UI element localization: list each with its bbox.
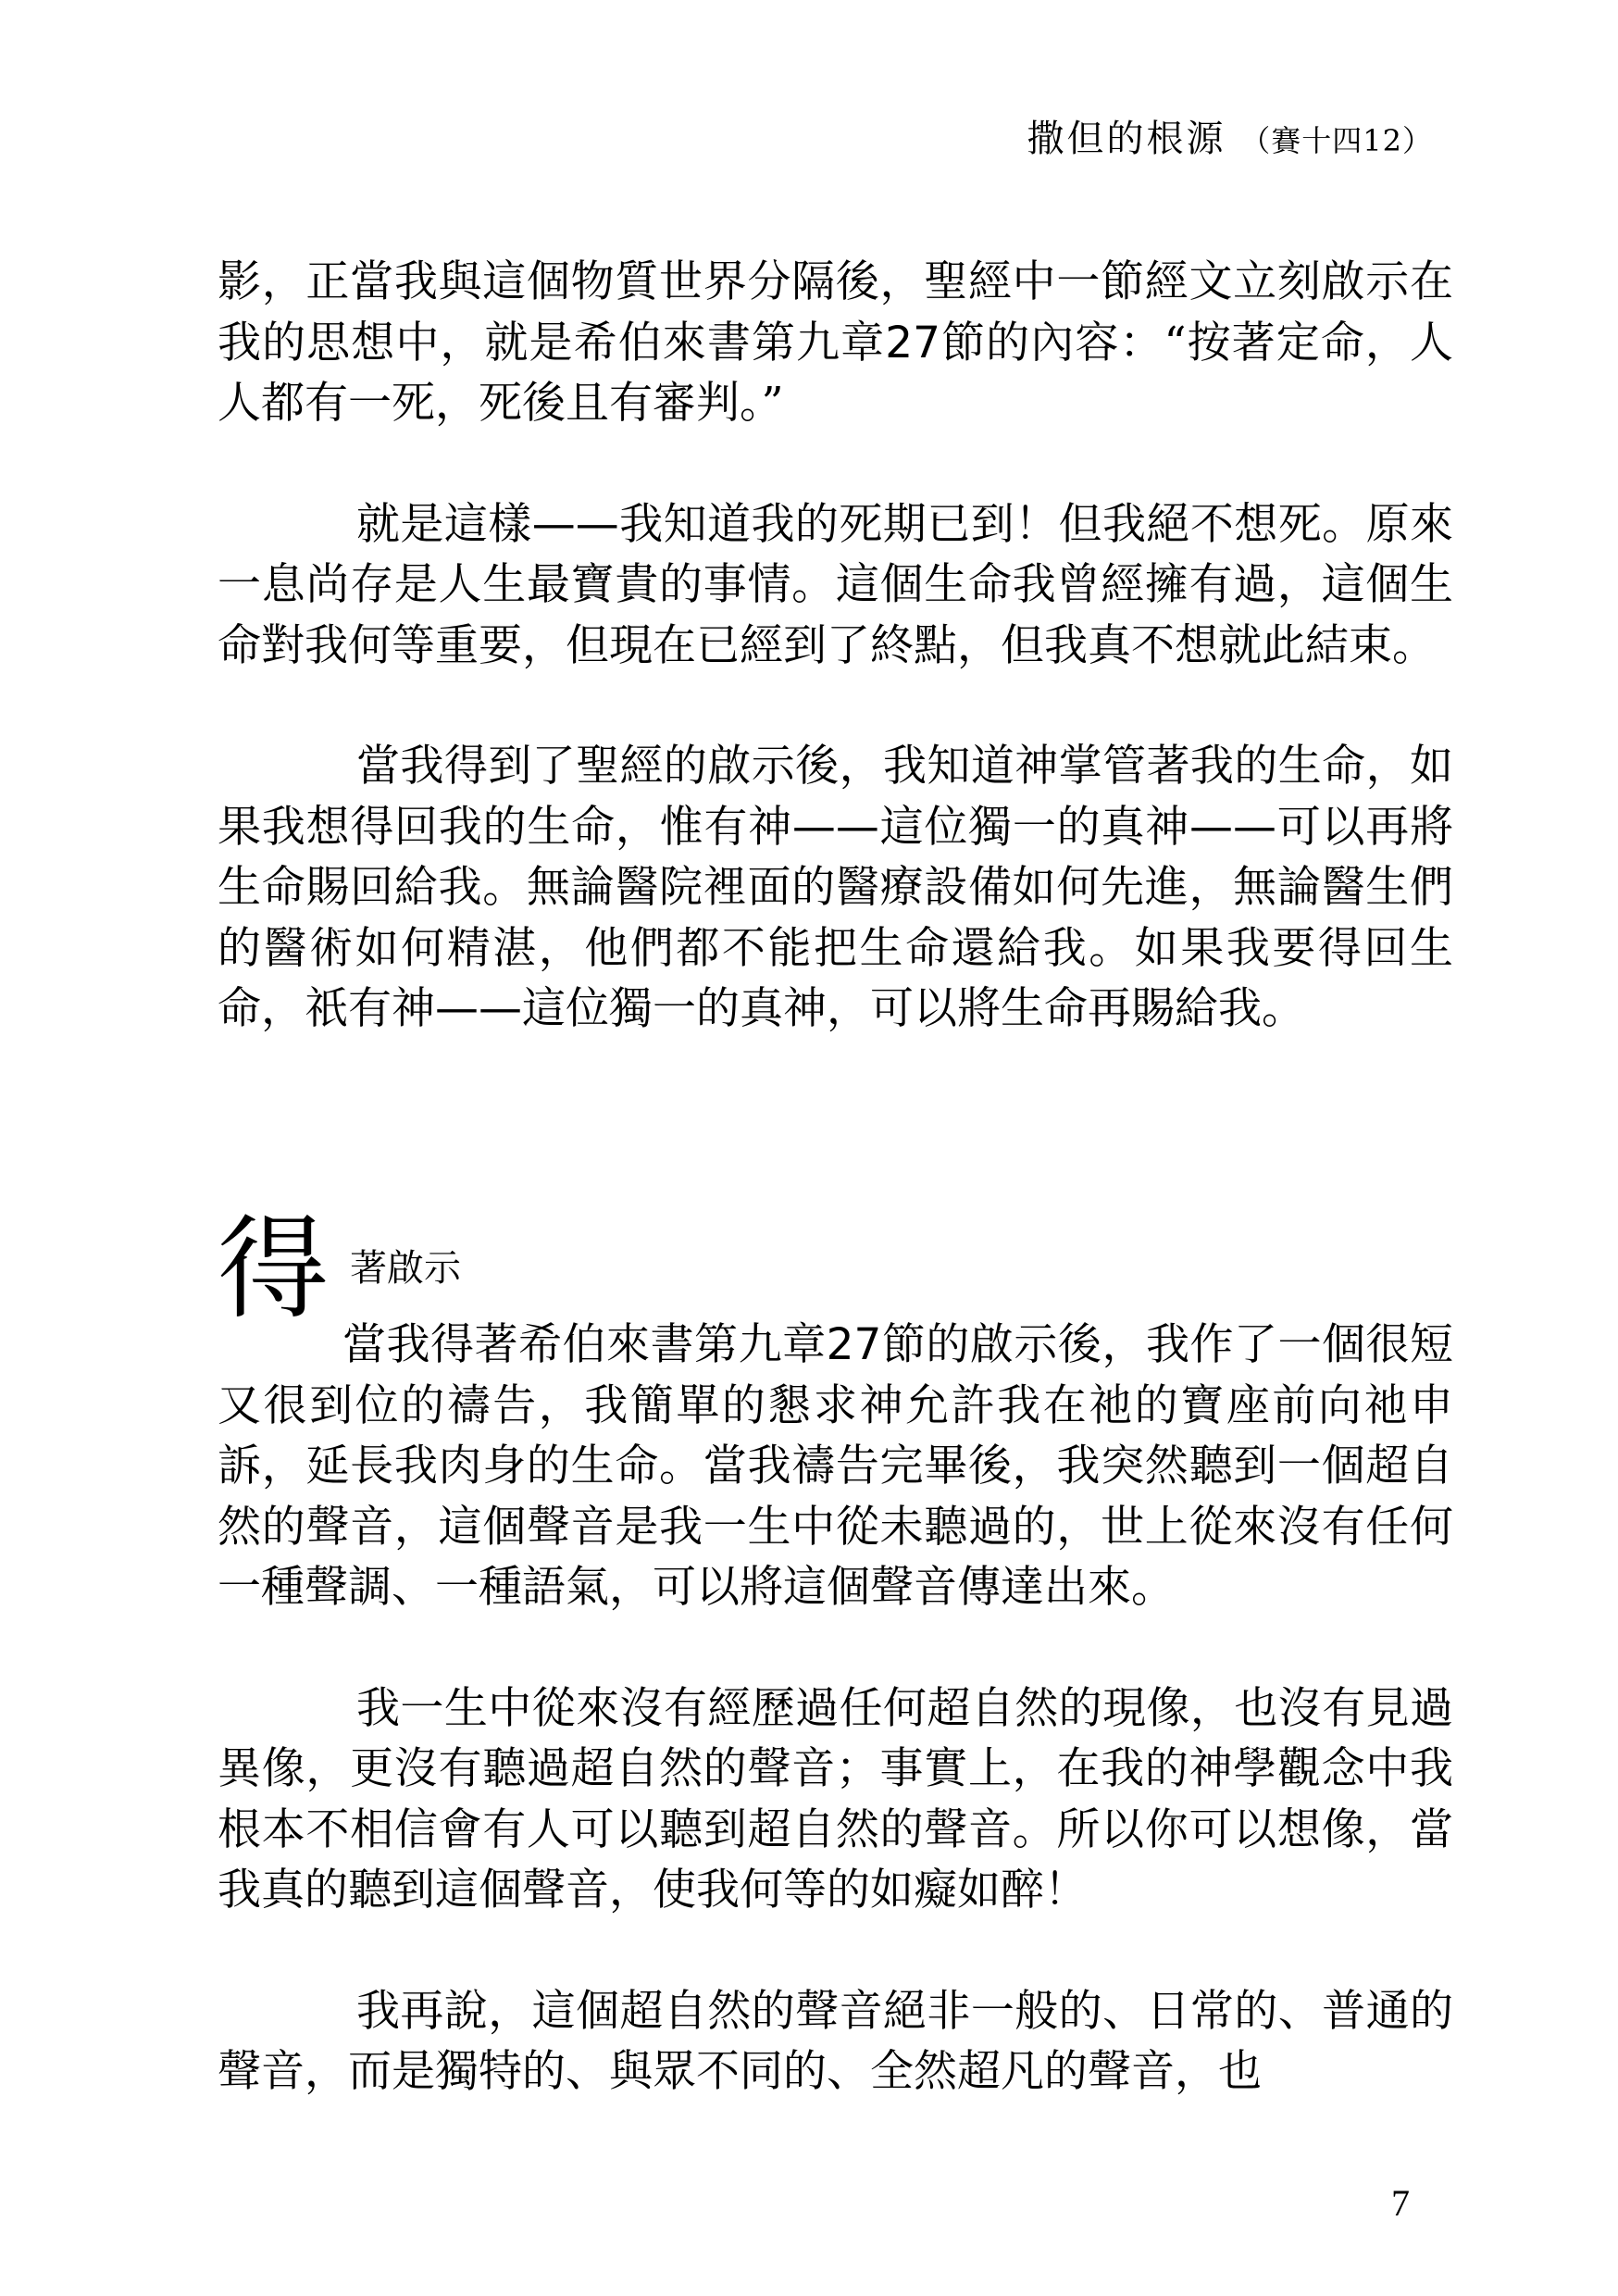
paragraph: 我一生中從來沒有經歷過任何超自然的現像，也沒有見過異像，更沒有聽過超自然的聲音；事實上，在我的神學觀念中我根本不相信會有人可以聽到超自然的聲音。所以你可以想像，當我真的聽到這個聲音，使我何等的如癡如醉！ [218, 1682, 1453, 1915]
scripture-quote: “按著定命，人人都有一死，死後且有審判。” [218, 317, 1453, 429]
section-2-body [218, 1315, 1453, 2103]
drop-cap: 得 [218, 1205, 329, 1334]
section-subheading: 著啟示 [350, 1247, 461, 1290]
paragraph: 當我得到了聖經的啟示後，我知道神掌管著我的生命，如果我想得回我的生命，惟有神——這位獨一的真神——可以再將生命賜回給我。無論醫院裡面的醫療設備如何先進，無論醫生們的醫術如何精湛，他們都不能把生命還給我。如果我要得回生命，祇有神——這位獨一的真神，可以將生命再賜給我。 [218, 741, 1453, 1034]
paragraph-text: 影，正當我與這個物質世界分隔後，聖經中一節經文立刻啟示在我的思想中，就是希伯來書第九章27節的內容： [218, 256, 1453, 368]
header-title: 撒但的根源 [1027, 118, 1226, 160]
paragraph: 當我得著希伯來書第九章27節的啟示後，我作了一個很短又很到位的禱告，我簡單的懇求神允許我在祂的寶座前向祂申訴，延長我肉身的生命。當我禱告完畢後，我突然聽到一個超自然的聲音，這個聲音是我一生中從未聽過的，世上從來沒有任何一種聲調、一種語氣，可以將這個聲音傳達出來。 [218, 1319, 1453, 1613]
section-1-body [218, 252, 1453, 1040]
paragraph: 我再說，這個超自然的聲音絕非一般的、日常的、普通的聲音，而是獨特的、與眾不同的、全然超凡的聲音，也 [218, 1985, 1453, 2097]
header-scripture-ref: （賽十四12） [1240, 123, 1433, 158]
running-header [1027, 109, 1433, 162]
paragraph [218, 252, 1453, 434]
paragraph: 就是這樣——我知道我的死期已到！但我絕不想死。原來一息尚存是人生最寶貴的事情。這個生命我曾經擁有過，這個生命對我何等重要，但現在已經到了終點，但我真不想就此結束。 [218, 498, 1453, 671]
page-number: 7 [1391, 2182, 1410, 2224]
